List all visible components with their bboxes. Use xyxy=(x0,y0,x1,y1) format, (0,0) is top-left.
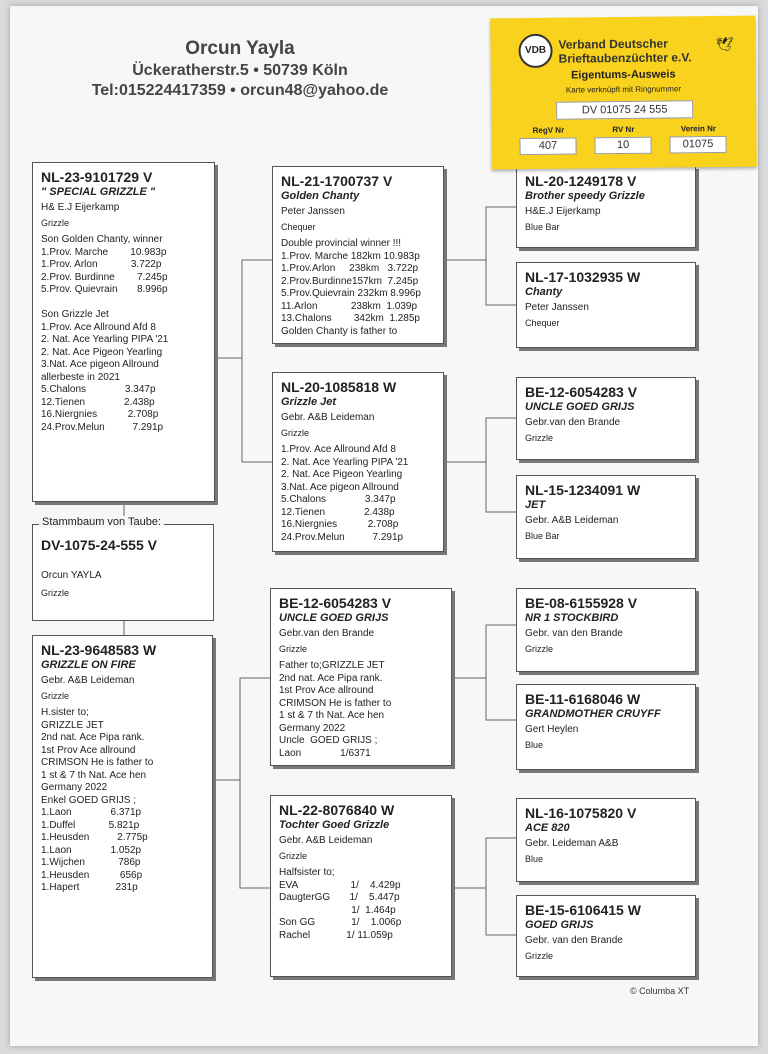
note-line: 11.Arlon 238km 1.039p xyxy=(281,300,418,312)
note-line: 1.Laon 1.052p xyxy=(41,844,142,856)
note-line: Halfsister to; xyxy=(279,867,335,878)
pigeon-card-dam-dam xyxy=(270,795,452,977)
achievement-notes xyxy=(279,867,443,942)
ring-number: NL-15-1234091 W xyxy=(525,482,641,498)
note-line: EVA 1/ 4.429p xyxy=(279,879,401,891)
color: Grizzle xyxy=(41,691,70,701)
note-line: 12.Tienen 2.438p xyxy=(41,396,155,408)
ring-number: BE-12-6054283 V xyxy=(525,384,638,400)
copyright: © Columba XT xyxy=(630,986,690,996)
note-line: 3.Nat. Ace pigeon Allround xyxy=(41,359,159,370)
breeder: Gebr. A&B Leideman xyxy=(41,675,135,686)
note-line: 1.Prov. Ace Allround Afd 8 xyxy=(281,444,396,455)
note-line: 2. Nat. Ace Pigeon Yearling xyxy=(281,469,403,480)
note-line: Son GG 1/ 1.006p xyxy=(279,917,402,928)
note-line: CRIMSON He is father to xyxy=(279,697,392,709)
owner-header xyxy=(90,38,390,100)
breeder: H&E.J Eijerkamp xyxy=(525,206,601,217)
note-line: allerbeste in 2021 xyxy=(41,371,120,383)
color: Grizzle xyxy=(525,644,554,654)
breeder: Gert Heylen xyxy=(525,724,579,735)
note-line: Golden Chanty is father to xyxy=(281,325,398,337)
note-line: 1 st & 7 th Nat. Ace hen xyxy=(41,769,147,781)
achievement-notes xyxy=(279,660,443,760)
note-line: 2. Nat. Ace Pigeon Yearling xyxy=(41,346,163,358)
note-line: 2. Nat. Ace Yearling PIPA '21 xyxy=(41,334,169,345)
pigeon-card-dds xyxy=(516,798,696,882)
pigeon-name: Grizzle Jet xyxy=(281,396,337,408)
pigeon-name: " SPECIAL GRIZZLE " xyxy=(41,186,156,198)
pigeon-name: Brother speedy Grizzle xyxy=(525,190,645,202)
color: Grizzle xyxy=(525,951,554,961)
label-regv: RegV Nr xyxy=(532,125,565,135)
subject-color: Grizzle xyxy=(41,588,70,598)
note-line: Germany 2022 xyxy=(41,782,108,793)
color: Grizzle xyxy=(525,433,554,443)
pigeon-name: UNCLE GOED GRIJS xyxy=(525,401,635,413)
note-line: 2. Nat. Ace Yearling PIPA '21 xyxy=(281,456,409,468)
pigeon-name: JET xyxy=(525,499,546,511)
color: Blue xyxy=(525,854,544,864)
pigeon-name: GRIZZLE ON FIRE xyxy=(41,659,136,671)
color: Blue Bar xyxy=(525,222,560,232)
note-line: 1.Prov. Ace Allround Afd 8 xyxy=(41,321,156,333)
subject-ring-number: DV-1075-24-555 V xyxy=(41,537,157,553)
note-line: 1.Heusden 656p xyxy=(41,869,143,881)
note-line: 1.Prov. Marche 182km 10.983p xyxy=(281,250,420,262)
note-line: 1.Prov.Arlon 238km 3.722p xyxy=(281,263,419,274)
note-line: 5.Chalons 3.347p xyxy=(281,494,396,505)
note-line: H.sister to; xyxy=(41,707,89,718)
note-line: 5.Prov. Quievrain 8.996p xyxy=(41,284,168,295)
note-line: 3.Nat. Ace pigeon Allround xyxy=(281,481,399,493)
color: Grizzle xyxy=(281,428,310,438)
note-line: 24.Prov.Melun 7.291p xyxy=(281,531,404,543)
value-regv: 407 xyxy=(519,137,576,155)
ring-number: BE-11-6168046 W xyxy=(525,691,641,707)
note-line: 5.Chalons 3.347p xyxy=(41,384,156,395)
note-line: Rachel 1/ 11.059p xyxy=(279,929,393,941)
note-line: 2.Prov. Burdinne 7.245p xyxy=(41,271,168,283)
pigeon-card-dsd xyxy=(516,684,696,770)
note-line: 13.Chalons 342km 1.285p xyxy=(281,313,420,324)
subject-owner: Orcun YAYLA xyxy=(41,570,102,581)
ring-number: BE-08-6155928 V xyxy=(525,595,638,611)
pigeon-card-ddd xyxy=(516,895,696,977)
pigeon-name: NR 1 STOCKBIRD xyxy=(525,612,619,624)
breeder: Peter Janssen xyxy=(281,206,345,217)
note-line: 24.Prov.Melun 7.291p xyxy=(41,421,164,433)
ring-number: NL-23-9648583 W xyxy=(41,642,157,658)
pigeon-name: GOED GRIJS xyxy=(525,919,594,931)
breeder: Gebr. van den Brande xyxy=(525,935,623,946)
ring-number: NL-17-1032935 W xyxy=(525,269,641,285)
pigeon-name: Chanty xyxy=(525,286,563,298)
owner-name: Orcun Yayla xyxy=(185,38,295,59)
breeder: Gebr. Leideman A&B xyxy=(525,838,619,849)
achievement-notes xyxy=(41,707,204,895)
label-verein: Verein Nr xyxy=(680,124,716,134)
breeder: Gebr.van den Brande xyxy=(525,417,621,428)
value-rv: 10 xyxy=(594,137,651,155)
org-name-line1: Verband Deutscher xyxy=(558,36,668,52)
ring-number: NL-16-1075820 V xyxy=(525,805,637,821)
card-title: Eigentums-Ausweis xyxy=(570,68,676,82)
color: Grizzle xyxy=(41,218,70,228)
breeder: Gebr. A&B Leideman xyxy=(281,412,375,423)
note-line: Uncle GOED GRIJS ; xyxy=(279,735,378,746)
vdb-logo-icon: VDB xyxy=(518,34,552,68)
ring-number: BE-15-6106415 W xyxy=(525,902,641,918)
note-line: 12.Tienen 2.438p xyxy=(281,506,395,518)
note-line: 1.Prov. Arlon 3.722p xyxy=(41,259,162,270)
stammbaum-legend: Stammbaum von Taube: xyxy=(39,516,164,528)
color: Blue Bar xyxy=(525,531,560,541)
note-line: 1 st & 7 th Nat. Ace hen xyxy=(279,710,385,721)
note-line: Son Grizzle Jet xyxy=(41,309,109,320)
pigeon-name: ACE 820 xyxy=(525,822,570,834)
note-line: Double provincial winner !!! xyxy=(281,238,402,249)
note-line: 1st Prov Ace allround xyxy=(279,685,374,696)
label-rv: RV Nr xyxy=(612,124,635,135)
note-line: DaugterGG 1/ 5.447p xyxy=(279,892,400,903)
note-line: Son Golden Chanty, winner xyxy=(41,234,163,245)
stammbaum-box xyxy=(32,516,214,621)
note-line: 1.Duffel 5.821p xyxy=(41,819,140,831)
note-line xyxy=(41,297,206,310)
breeder: Gebr.van den Brande xyxy=(279,628,375,639)
pigeon-card-dam-sire xyxy=(270,588,452,766)
note-line: Father to;GRIZZLE JET xyxy=(279,660,385,671)
achievement-notes xyxy=(41,234,206,434)
note-line: GRIZZLE JET xyxy=(41,719,104,731)
pigeon-name: GRANDMOTHER CRUYFF xyxy=(525,708,661,720)
achievement-notes xyxy=(281,444,435,544)
pigeon-card-sss xyxy=(516,166,696,248)
value-verein: 01075 xyxy=(669,136,726,154)
pigeon-card-sire-dam xyxy=(272,372,444,552)
pigeon-card-sdd xyxy=(516,475,696,559)
ring-number: NL-21-1700737 V xyxy=(281,173,393,189)
pigeon-card-dam xyxy=(32,635,213,978)
note-line: 1st Prov Ace allround xyxy=(41,744,136,756)
owner-address: Ückeratherstr.5 • 50739 Köln xyxy=(132,62,348,79)
pigeon-name: Golden Chanty xyxy=(281,190,360,202)
note-line: Germany 2022 xyxy=(279,722,346,734)
pigeon-card-dss xyxy=(516,588,696,672)
color: Grizzle xyxy=(279,644,308,654)
color: Grizzle xyxy=(279,851,308,861)
ring-number: NL-20-1249178 V xyxy=(525,173,637,189)
note-line: 2.Prov.Burdinne157km 7.245p xyxy=(281,275,419,287)
note-line: 1.Laon 6.371p xyxy=(41,807,142,818)
pigeon-name: Tochter Goed Grizzle xyxy=(279,819,390,831)
pigeon-card-sire xyxy=(32,162,215,502)
note-line: Laon 1/6371 xyxy=(279,747,371,759)
note-line: 1.Prov. Marche 10.983p xyxy=(41,246,167,258)
ownership-card xyxy=(490,16,757,170)
pigeon-card-sds xyxy=(516,377,696,460)
pigeon-name: UNCLE GOED GRIJS xyxy=(279,612,389,624)
note-line: 1.Hapert 231p xyxy=(41,882,138,893)
ring-number: NL-22-8076840 W xyxy=(279,802,395,818)
note-line: 1.Heusden 2.775p xyxy=(41,832,148,843)
card-ring-number: DV 01075 24 555 xyxy=(556,100,693,119)
note-line: 2nd nat. Ace Pipa rank. xyxy=(279,672,383,684)
pigeon-card-ssd xyxy=(516,262,696,348)
breeder: H& E.J Eijerkamp xyxy=(41,202,120,213)
note-line: 16.Niergnies 2.708p xyxy=(41,409,159,420)
note-line: 5.Prov.Quievrain 232km 8.996p xyxy=(281,288,421,299)
achievement-notes xyxy=(281,238,435,338)
pigeon-card-sire-sire xyxy=(272,166,444,344)
breeder: Gebr. van den Brande xyxy=(525,628,623,639)
breeder: Gebr. A&B Leideman xyxy=(279,835,373,846)
note-line: CRIMSON He is father to xyxy=(41,757,154,768)
ring-number: BE-12-6054283 V xyxy=(279,595,392,611)
color: Chequer xyxy=(525,318,560,328)
ring-number: NL-23-9101729 V xyxy=(41,169,153,185)
note-line: 1/ 1.464p xyxy=(279,904,396,916)
note-line: 16.Niergnies 2.708p xyxy=(281,519,399,530)
breeder: Gebr. A&B Leideman xyxy=(525,515,619,526)
color: Chequer xyxy=(281,222,316,232)
pigeon-logo-icon: 🕊 xyxy=(715,35,734,53)
ring-number: NL-20-1085818 W xyxy=(281,379,397,395)
owner-contact: Tel:015224417359 • orcun48@yahoo.de xyxy=(91,82,389,99)
color: Blue xyxy=(525,740,544,750)
note-line: 1.Wijchen 786p xyxy=(41,857,141,868)
card-subtitle: Karte verknüpft mit Ringnummer xyxy=(565,84,682,95)
breeder: Peter Janssen xyxy=(525,302,589,313)
note-line: Enkel GOED GRIJS ; xyxy=(41,794,137,806)
note-line: 2nd nat. Ace Pipa rank. xyxy=(41,732,145,743)
org-name-line2: Brieftaubenzüchter e.V. xyxy=(558,50,692,66)
